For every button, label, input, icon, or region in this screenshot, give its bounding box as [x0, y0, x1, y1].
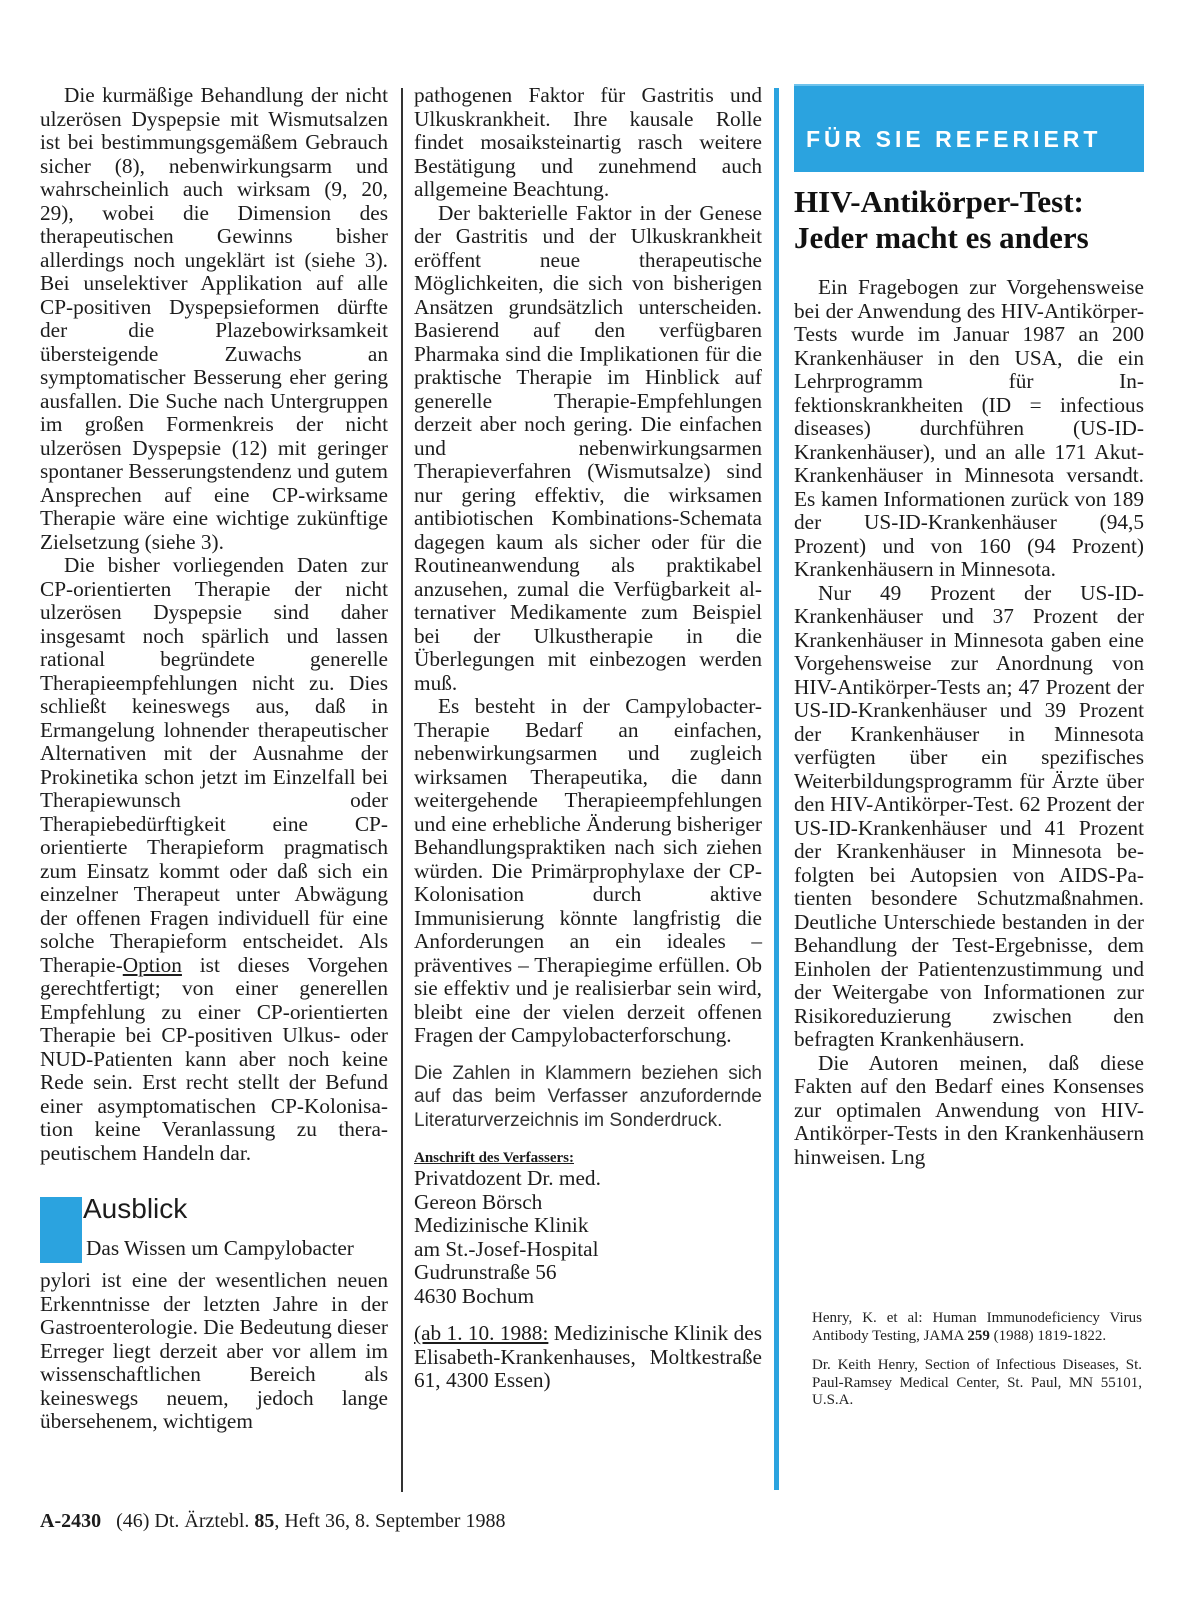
reference-text: Henry, K. et al: Human Immunodeficiency Virus Antibody Testing, JAMA — [812, 1310, 1142, 1344]
body-paragraph: Es besteht in der Campylobacter-Therapie Bedarf an einfachen, nebenwirkungsarmen und zugleich wirksamen Therapeutika, die dann weitergehende Therapieempfehlungen und eine erhebliche Änderung bisheriger Behandlungspraktiken nach sich ziehen würden. Die Primärprophylaxe der CP-Kolonisation durch aktive Immunisierung könnte langfristig die Anforderungen an ein ideales – präventives – Therapiegime erfüllen. Ob sie effektiv und je realisierbar sein wird, bleibt eine der vielen derzeit offenen Fragen der Campylobacterforschung. — [414, 694, 762, 1047]
body-paragraph: Die kurmäßige Behandlung der nicht ulzerösen Dyspepsie mit Wismutsalzen ist bei bestimmungsgemäßem Gebrauch sicher (8), nebenwirkungsarm und wahrscheinlich auch wirksam (9, 20, 29), wobei die Dimension des therapeutischen Gewinns bisher allerdings noch ungeklärt ist (siehe 3). Bei unselektiver Applikation auf alle CP-positiven Dyspepsieformen dürfte der die Plazebowirksamkeit übersteigende Zuwachs an symptomatischer Besserung eher gering ausfallen. Die Suche nach Untergruppen im großen Formenkreis der nicht ulzerösen Dyspepsie (12) mit geringer spontaner Besserungstendenz und gutem Ansprechen auf eine CP-wirksame Therapie wäre eine wichtige zukünftige Zielsetzung (siehe 3). — [40, 83, 388, 554]
body-paragraph: pathogenen Faktor für Gastritis und Ulkuskrankheit. Ihre kausale Rolle findet mosaiksteinartig rasch weitere Bestätigung und zunehmend auch allgemeine Beachtung. — [414, 83, 762, 201]
body-paragraph: pylori ist eine der wesentlichen neuen Erkenntnisse der letzten Jahre in der Gastroenterologie. Die Bedeutung dieser Erreger liegt derzeit aber vor allem im wissenschaftlichen Bereich als keineswegs neuem, jedoch lange übersehenem, wichtigem — [40, 1268, 388, 1433]
new-address-text: Medizinische Klinik des Elisabeth-Krankenhauses, Moltkestraße 61, 4300 Essen) — [414, 1321, 762, 1392]
address-line: Gereon Börsch — [414, 1189, 543, 1214]
body-paragraph: Die Autoren meinen, daß diese Fakten auf den Bedarf eines Konsenses zur optimalen Anwendung von HIV-Antikörper-Tests in den Krankenhäusern hinweisen. Lng — [794, 1050, 1144, 1169]
references — [812, 1310, 1142, 1410]
address-heading: Anschrift des Verfassers: — [414, 1150, 574, 1166]
option-word: Option — [122, 952, 182, 977]
address-line: am St.-Josef-Hospital — [414, 1236, 599, 1261]
headline-line: HIV-Antikörper-Test: — [794, 184, 1084, 219]
journal-date: , Heft 36, 8. September 1988 — [274, 1510, 506, 1532]
page-number: A-2430 — [40, 1510, 102, 1532]
section-banner — [794, 84, 1144, 172]
column-1 — [40, 84, 388, 1434]
column-3 — [794, 84, 1144, 1169]
address-line: 4630 Bochum — [414, 1283, 535, 1308]
address-line: Gudrunstraße 56 — [414, 1260, 557, 1284]
journal-volume: 85 — [254, 1510, 275, 1532]
blue-column-divider — [774, 88, 779, 1490]
paragraph-text: Die bisher vorliegenden Daten zur CP-orientierten Therapie der nicht ulzerösen Dyspepsie sind daher insgesamt noch spärlich und lassen rational begründete generelle Therapieempfehlungen nicht zu. Dies schließt keineswegs aus, daß in Ermangelung lohnender therapeutischer Alternativen mit der Ausnahme der Prokinetika schon jetzt im Einzelfall bei Therapiewunsch oder Therapiebedürftigkeit eine CP-orientierte Therapieform pragmatisch zum Einsatz kommt oder daß sich ein einzelner Therapeut unter Abwägung der offenen Fragen individuell für eine solche Therapieform entscheidet. Als Therapie- — [40, 553, 388, 977]
reference-volume: 259 — [967, 1327, 990, 1344]
citation-note: Die Zahlen in Klammern beziehen sich auf das beim Verfasser anzufordernde Literaturverzeichnis im Sonderdruck. — [414, 1062, 762, 1131]
banner-title: FÜR SIE REFERIERT — [806, 126, 1102, 152]
new-address — [414, 1322, 762, 1393]
address-line: Privatdozent Dr. med. — [414, 1166, 601, 1190]
page-footer — [40, 1510, 505, 1533]
section-marker — [40, 1197, 82, 1263]
headline-line: Jeder macht es anders — [794, 220, 1089, 255]
reference-author-address: Dr. Keith Henry, Section of Infectious Diseases, St. Paul-Ramsey Medical Center, St. Paul, MN 55101, U.S.A. — [812, 1357, 1142, 1408]
column-divider — [401, 88, 403, 1492]
paragraph-text: ist dieses Vorgehen gerechtfertigt; von einer generellen Empfehlung zu einer CP-orientierten Therapie bei CP-positiven Ulkus- oder NUD-Patienten kann aber noch keine Rede sein. Erst recht stellt der Befund einer asymptomatischen CP-Kolonisation keine Veranlassung zu therapeutischem Handeln dar. — [40, 952, 388, 1165]
reference-text: (1988) 1819-1822. — [989, 1327, 1107, 1344]
article-headline — [794, 184, 1144, 256]
reference — [812, 1310, 1142, 1345]
journal-issue: (46) Dt. Ärztebl. — [116, 1510, 250, 1532]
section-lead: Das Wissen um Campylobacter — [86, 1236, 354, 1260]
section-heading: Ausblick — [83, 1193, 188, 1224]
body-paragraph: Nur 49 Prozent der US-ID-Krankenhäuser und 37 Prozent der Krankenhäuser in Minnesota gaben eine Vorgehensweise zur Anordnung von HIV-Antikörper-Tests an; 47 Prozent der US-ID-Krankenhäuser und 39 Prozent der Krankenhäuser in Minnesota verfügten über ein spezifisches Weiterbildungsprogramm für Ärzte über den HIV-Antikörper-Test. 62 Prozent der US-ID-Krankenhäuser und 41 Prozent der Krankenhäuser in Minnesota befolgten bei Autopsien von AIDS-Patienten besondere Schutzmaßnahmen. Deutliche Unterschiede bestanden in der Behandlung der Test-Ergebnisse, dem Einholen der Patientenzustimmung und der Weitergabe von Informationen zur Risikoreduzierung zwischen den befragten Krankenhäusern. — [794, 580, 1144, 1051]
column-2 — [414, 84, 762, 1393]
body-paragraph: Der bakterielle Faktor in der Genese der Gastritis und der Ulkuskrankheit eröffent neue therapeutische Möglichkeiten, die sich von bisherigen Ansätzen grundsätzlich unterscheiden. Basierend auf den verfügbaren Pharmaka sind die Implikationen für die praktische Therapie im Hinblick auf generelle Therapie-Empfehlungen derzeit aber noch gering. Die einfachen und nebenwirkungsarmen Therapieverfahren (Wismutsalze) sind nur gering effektiv, die wirksamen antibiotischen Kombinations-Schemata dagegen kaum als sicher oder für die Routineanwendung als praktikabel anzusehen, zumal die Verfügbarkeit alternativer Medikamente zum Beispiel bei der Ulkustherapie in die Überlegungen mit einbezogen werden muß. — [414, 200, 762, 695]
author-address — [414, 1167, 762, 1308]
section-ausblick — [40, 1189, 388, 1269]
new-address-date: (ab 1. 10. 1988: — [414, 1321, 549, 1345]
address-line: Medizinische Klinik — [414, 1213, 589, 1237]
body-paragraph: Ein Fragebogen zur Vorgehensweise bei der Anwendung des HIV-Antikörper-Tests wurde im Januar 1987 an 200 Krankenhäuser in den USA, die ein Lehrprogramm für Infektionskrankheiten (ID = infectious diseases) durchführen (US-ID-Krankenhäuser), und an alle 171 Akut-Krankenhäuser in Minnesota versandt. Es kamen Informationen zurück von 189 der US-ID-Krankenhäuser (94,5 Prozent) und von 160 (94 Prozent) Krankenhäusern in Minnesota. — [794, 275, 1144, 581]
body-paragraph — [40, 554, 388, 1165]
